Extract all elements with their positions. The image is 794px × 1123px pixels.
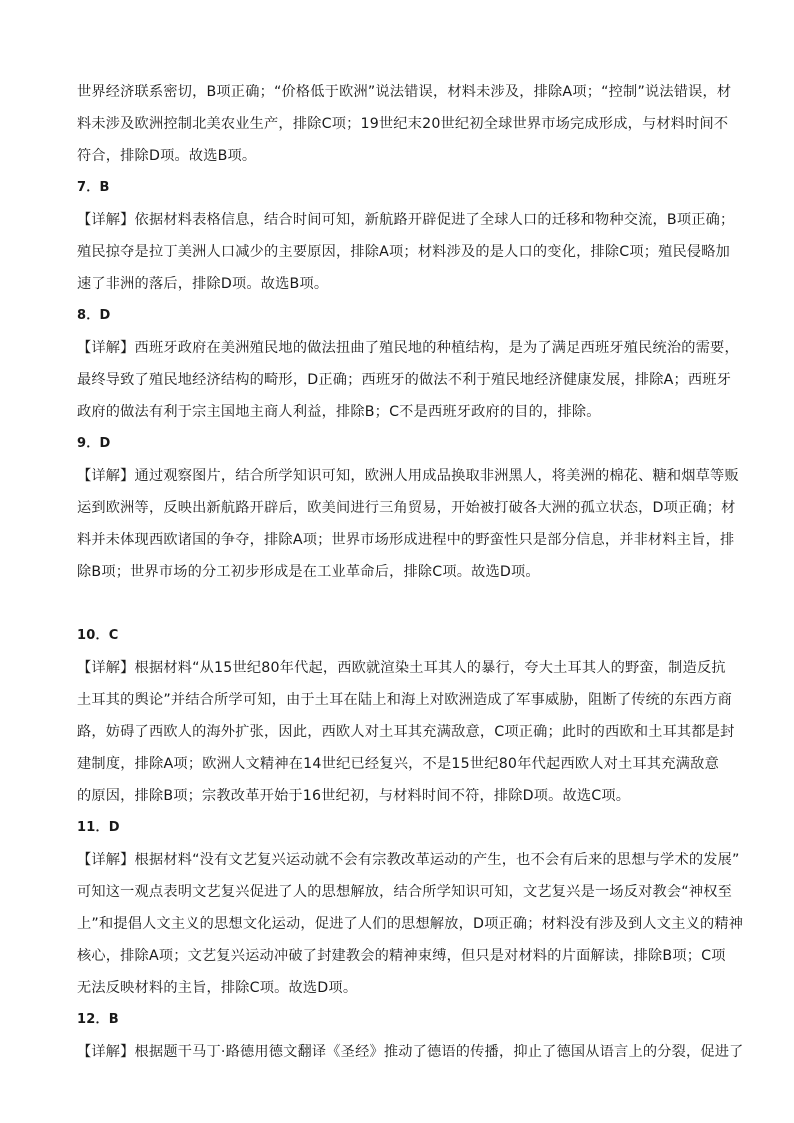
answer-number-7: 7．B — [77, 180, 110, 195]
answer-number-10: 10．C — [77, 628, 119, 643]
explanation-line: 土耳其的舆论”并结合所学可知，由于土耳在陆上和海上对欧洲造成了军事威胁，阻断了传统的东西方商 — [77, 692, 732, 708]
explanation-line: 【详解】根据材料“没有文艺复兴运动就不会有宗教改革运动的产生，也不会有后来的思想与学术的发展” — [77, 852, 740, 868]
explanation-line: 【详解】根据题干马丁·路德用德文翻译《圣经》推动了德语的传播，抑止了德国从语言上的分裂，促进了 — [77, 1044, 744, 1060]
explanation-line: 建制度，排除A项；欧洲人文精神在14世纪已经复兴，不是15世纪80年代起西欧人对土耳其充满敌意 — [77, 756, 719, 772]
answer-number-8: 8．D — [77, 308, 111, 323]
explanation-line: 【详解】通过观察图片，结合所学知识可知，欧洲人用成品换取非洲黑人，将美洲的棉花、糖和烟草等贩 — [77, 468, 739, 484]
answer-number-11: 11．D — [77, 820, 120, 835]
intro-line: 符合，排除D项。故选B项。 — [77, 148, 257, 164]
intro-line: 料未涉及欧洲控制北美农业生产，排除C项；19世纪末20世纪初全球世界市场完成形成，与材料时间不 — [77, 116, 729, 132]
explanation-line: 运到欧洲等，反映出新航路开辟后，欧美间进行三角贸易，开始被打破各大洲的孤立状态，D项正确；材 — [77, 500, 736, 516]
answer-number-12: 12．B — [77, 1012, 119, 1027]
answer-number-9: 9．D — [77, 436, 111, 451]
explanation-line: 除B项；世界市场的分工初步形成是在工业革命后，排除C项。故选D项。 — [77, 564, 540, 580]
explanation-line: 速了非洲的落后，排除D项。故选B项。 — [77, 276, 329, 292]
explanation-line: 殖民掠夺是拉丁美洲人口减少的主要原因，排除A项；材料涉及的是人口的变化，排除C项；殖民侵略加 — [77, 244, 731, 260]
explanation-line: 料并未体现西欧诸国的争夺，排除A项；世界市场形成进程中的野蛮性只是部分信息，并非材料主旨，排 — [77, 532, 735, 548]
explanation-line: 【详解】根据材料“从15世纪80年代起，西欧就渲染土耳其人的暴行，夸大土耳其人的野蛮，制造反抗 — [77, 660, 726, 676]
explanation-line: 无法反映材料的主旨，排除C项。故选D项。 — [77, 980, 358, 996]
explanation-line: 【详解】依据材料表格信息，结合时间可知，新航路开辟促进了全球人口的迁移和物种交流，B项正确； — [77, 212, 735, 228]
intro-line: 世界经济联系密切，B项正确；“价格低于欧洲”说法错误，材料未涉及，排除A项；“控制”说法错误，材 — [77, 84, 732, 100]
explanation-line: 核心，排除A项；文艺复兴运动冲破了封建教会的精神束缚，但只是对材料的片面解读，排除B项；C项 — [77, 948, 726, 964]
explanation-line: 【详解】西班牙政府在美洲殖民地的做法扭曲了殖民地的种植结构，是为了满足西班牙殖民统治的需要， — [77, 340, 739, 356]
explanation-line: 可知这一观点表明文艺复兴促进了人的思想解放，结合所学知识可知，文艺复兴是一场反对教会“神权至 — [77, 884, 732, 900]
explanation-line: 路，妨碍了西欧人的海外扩张，因此，西欧人对土耳其充满敌意，C项正确；此时的西欧和土耳其都是封 — [77, 724, 735, 740]
explanation-line: 政府的做法有利于宗主国地主商人利益，排除B；C不是西班牙政府的目的，排除。 — [77, 404, 601, 420]
explanation-line: 上”和提倡人文主义的思想文化运动，促进了人们的思想解放，D项正确；材料没有涉及到人文主义的精神 — [77, 916, 744, 932]
explanation-line: 最终导致了殖民地经济结构的畸形，D正确；西班牙的做法不利于殖民地经济健康发展，排除A；西班牙 — [77, 372, 732, 388]
explanation-line: 的原因，排除B项；宗教改革开始于16世纪初，与材料时间不符，排除D项。故选C项。 — [77, 788, 631, 804]
